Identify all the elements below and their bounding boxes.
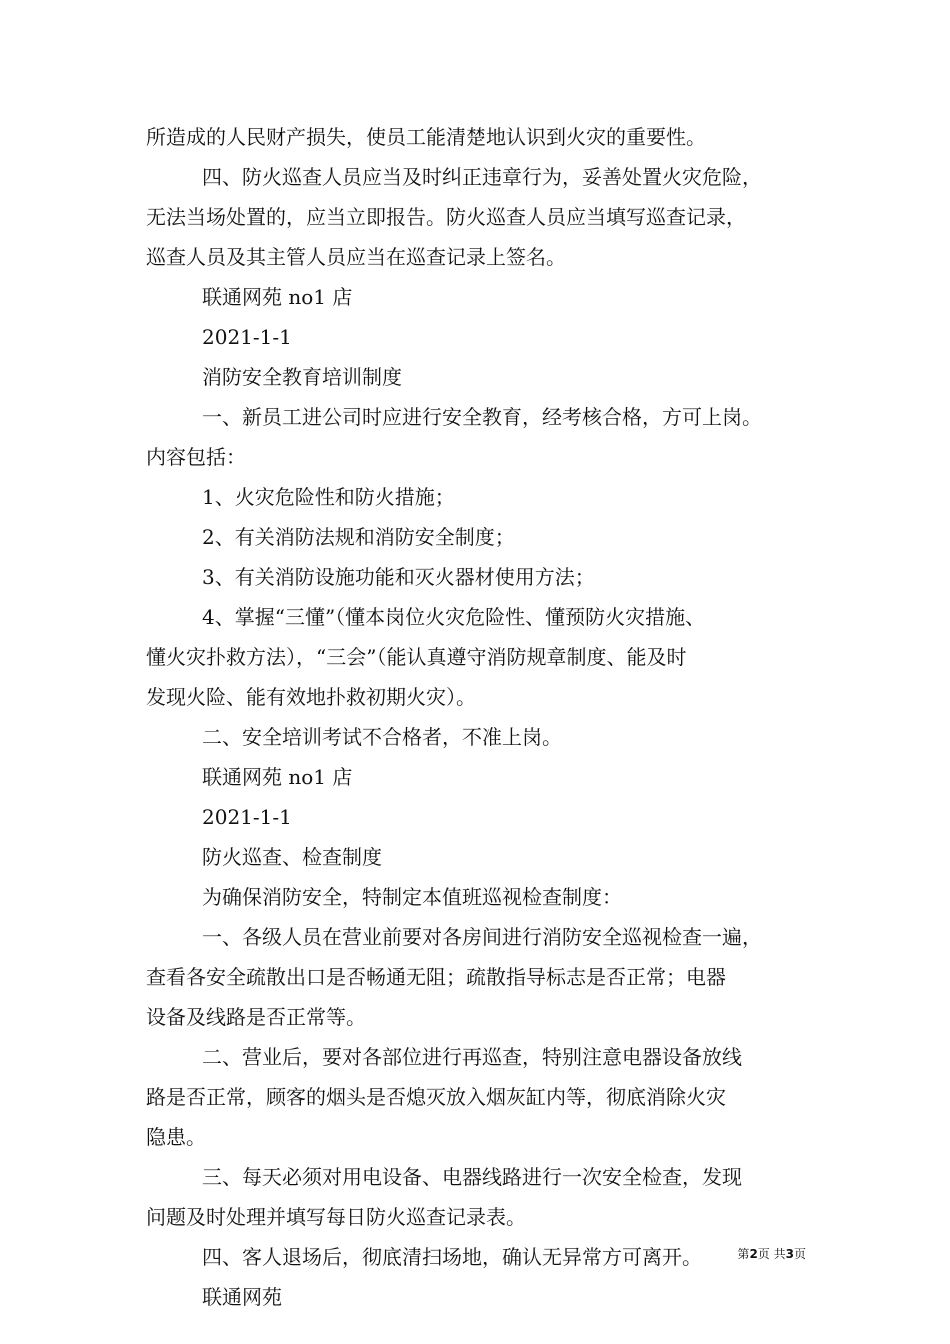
text-line: 联通网苑 no1 店 [202,285,353,309]
text-line: 巡查人员及其主管人员应当在巡查记录上签名。 [146,245,566,269]
text-line: 内容包括： [146,445,246,469]
current-page-number: 2 [749,1247,758,1261]
text-line: 隐患。 [146,1125,206,1149]
text-line: 三、每天必须对用电设备、电器线路进行一次安全检查，发现 [202,1165,742,1189]
document-body [146,117,822,1317]
text-line: 为确保消防安全，特制定本值班巡视检查制度： [202,885,622,909]
text-line: 问题及时处理并填写每日防火巡查记录表。 [146,1205,526,1229]
text-line: 联通网苑 no1 店 [202,765,353,789]
total-pages-number: 3 [785,1247,794,1261]
text-line: 消防安全教育培训制度 [202,365,402,389]
text-line: 2、有关消防法规和消防安全制度； [202,525,515,549]
text-line: 发现火险、能有效地扑救初期火灾）。 [146,685,476,709]
text-line: 二、营业后，要对各部位进行再巡查，特别注意电器设备放线 [202,1045,742,1069]
footer-suffix: 页 [793,1247,806,1261]
text-line: 联通网苑 [202,1285,282,1309]
text-line: 2021-1-1 [202,325,292,349]
text-line: 4、掌握“三懂”（懂本岗位火灾危险性、懂预防火灾措施、 [202,605,706,629]
text-line: 1、火灾危险性和防火措施； [202,485,455,509]
text-line: 2021-1-1 [202,805,292,829]
text-line: 无法当场处置的，应当立即报告。防火巡查人员应当填写巡查记录， [146,205,746,229]
text-line: 四、客人退场后，彻底清扫场地，确认无异常方可离开。 [202,1245,702,1269]
text-line: 二、安全培训考试不合格者，不准上岗。 [202,725,562,749]
text-line: 查看各安全疏散出口是否畅通无阻；疏散指导标志是否正常；电器 [146,965,726,989]
text-line: 所造成的人民财产损失，使员工能清楚地认识到火灾的重要性。 [146,125,706,149]
text-line: 设备及线路是否正常等。 [146,1005,366,1029]
footer-prefix: 第 [737,1247,750,1261]
text-line: 四、防火巡查人员应当及时纠正违章行为，妥善处置火灾危险， [202,165,762,189]
footer-middle: 页 共 [757,1247,786,1261]
page-footer [737,1246,806,1262]
text-line: 3、有关消防设施功能和灭火器材使用方法； [202,565,595,589]
text-line: 懂火灾扑救方法），“三会”（能认真遵守消防规章制度、能及时 [146,645,687,669]
text-line: 路是否正常，顾客的烟头是否熄灭放入烟灰缸内等，彻底消除火灾 [146,1085,726,1109]
text-line: 防火巡查、检查制度 [202,845,382,869]
text-line: 一、新员工进公司时应进行安全教育，经考核合格，方可上岗。 [202,405,762,429]
text-line: 一、各级人员在营业前要对各房间进行消防安全巡视检查一遍， [202,925,762,949]
